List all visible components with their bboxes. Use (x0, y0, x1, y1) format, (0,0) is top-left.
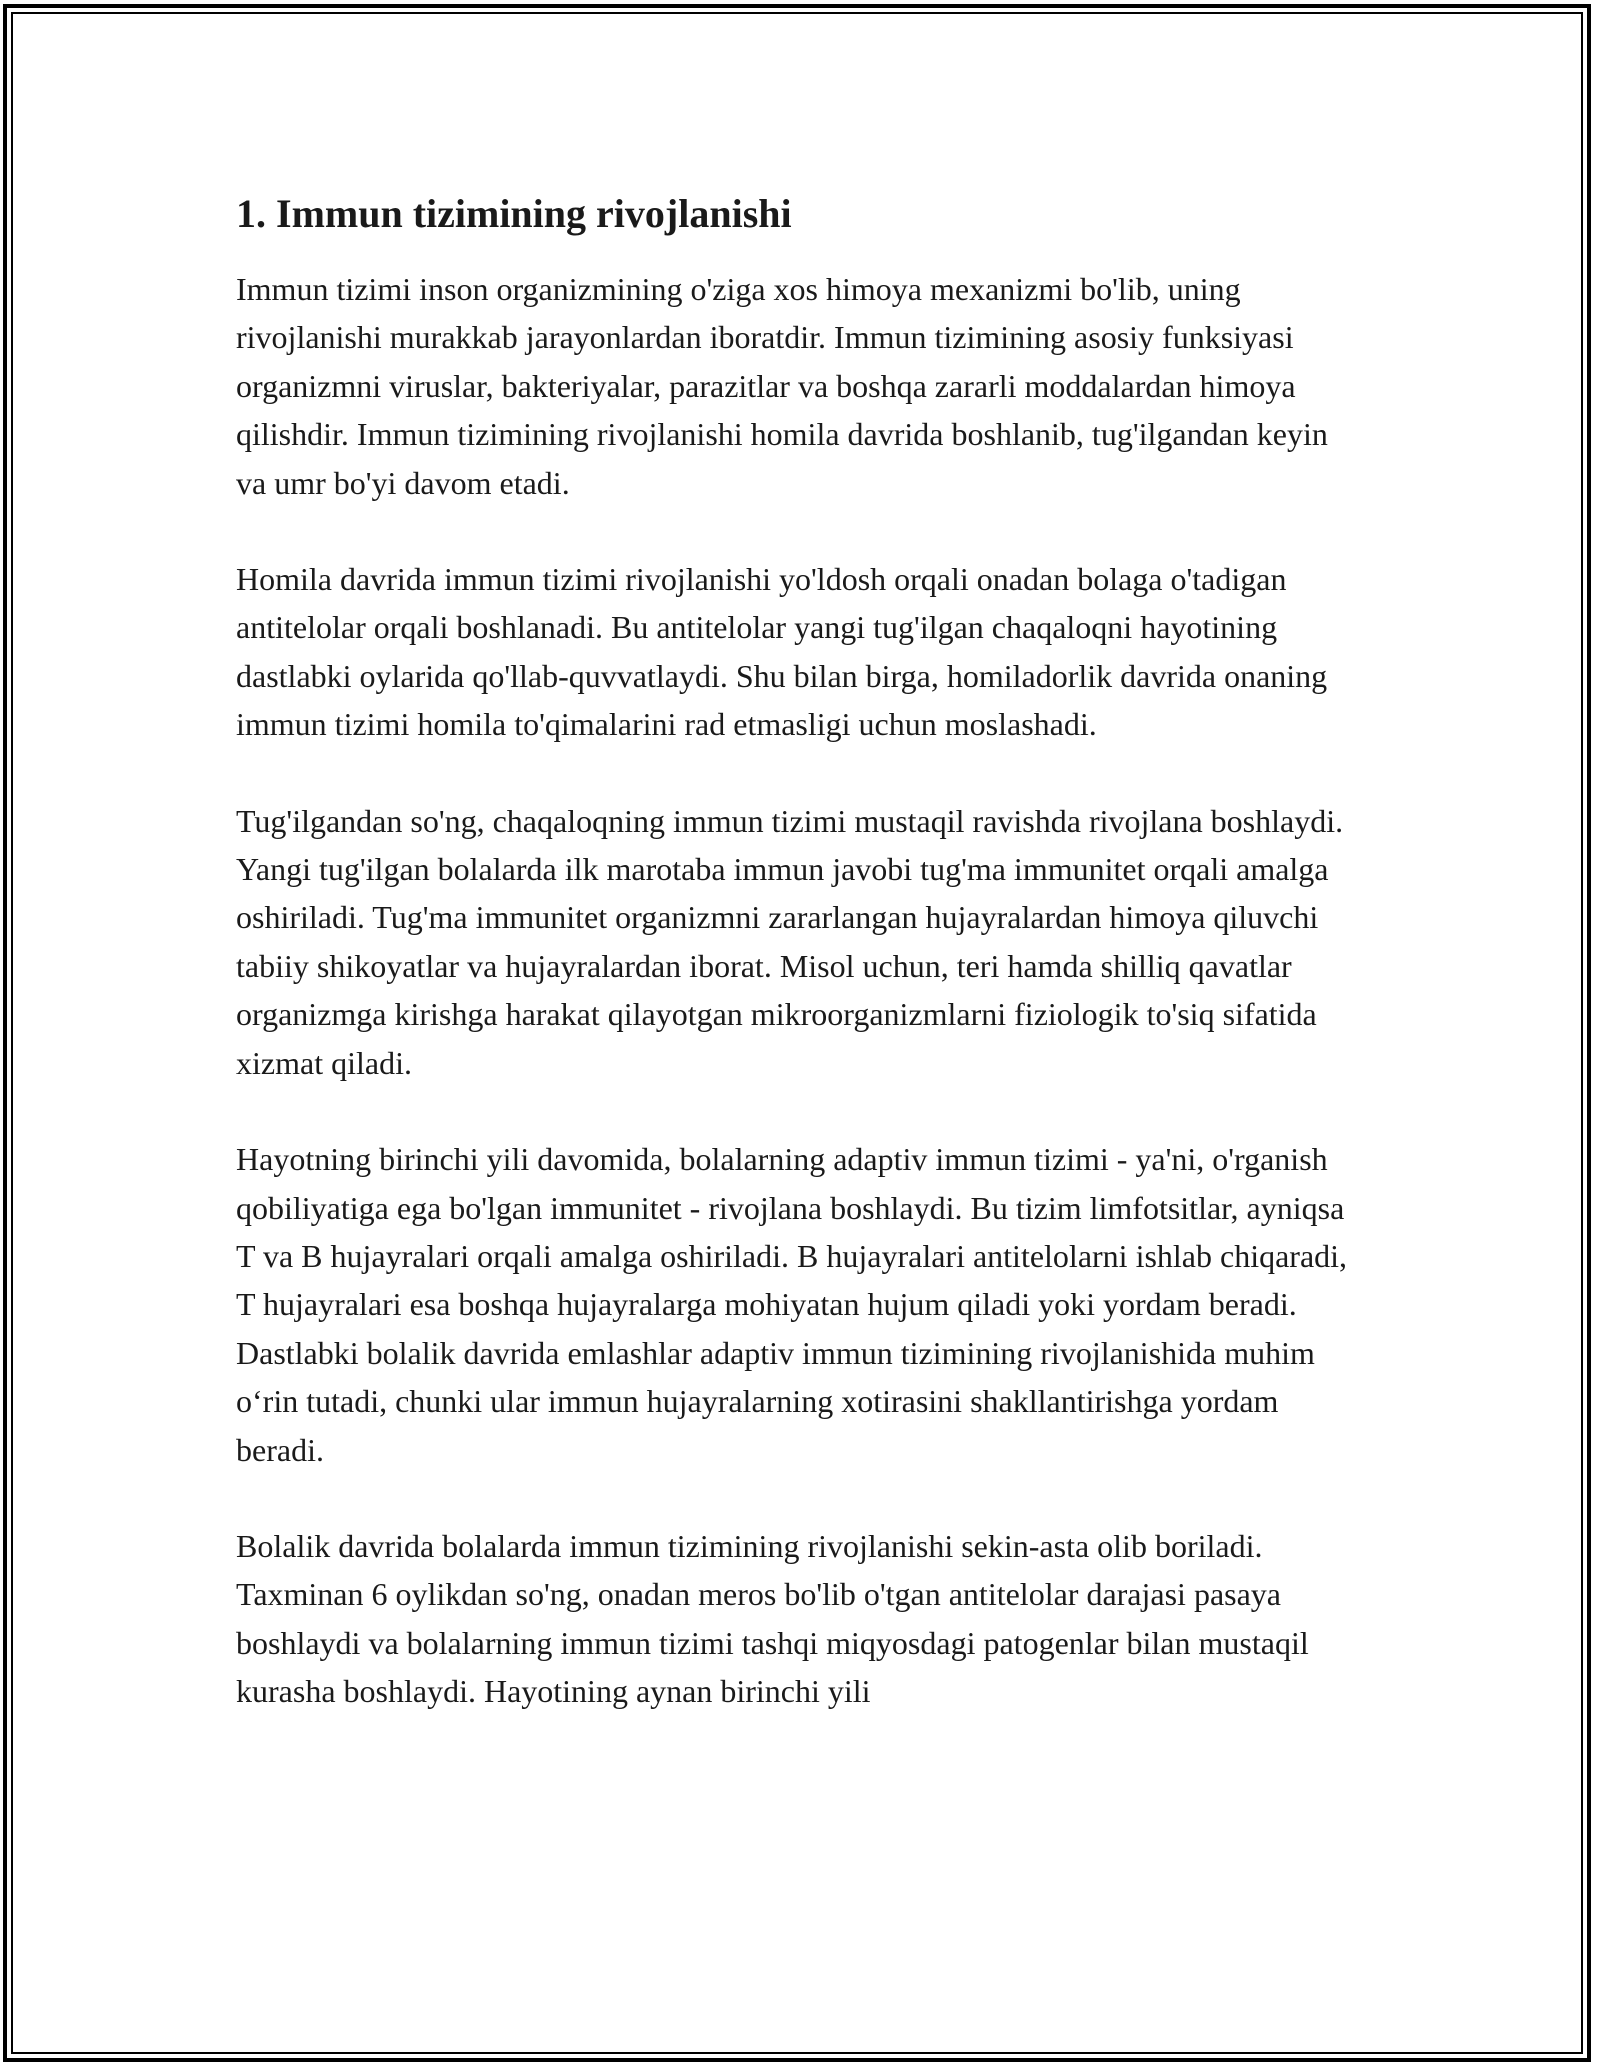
paragraph-4: Hayotning birinchi yili davomida, bolalarning adaptiv immun tizimi - ya'ni, o'rganish qobiliyatiga ega bo'lgan immunitet - rivojlana boshlaydi. Bu tizim limfotsitlar, ayniqsa T va B hujayralari orqali amalga oshiriladi. B hujayralari antitelolarni ishlab chiqaradi, T hujayralari esa boshqa hujayralarga mohiyatan hujum qiladi yoki yordam beradi. Dastlabki bolalik davrida emlashlar adaptiv immun tizimining rivojlanishida muhim o‘rin tutadi, chunki ular immun hujayralarning xotirasini shakllantirishga yordam beradi. (236, 1141, 1348, 1468)
paragraph-2: Homila davrida immun tizimi rivojlanishi yo'ldosh orqali onadan bolaga o'tadigan antitelolar orqali boshlanadi. Bu antitelolar yangi tug'ilgan chaqaloqni hayotining dastlabki oylarida qo'llab-quvvatlaydi. Shu bilan birga, homiladorlik davrida onaning immun tizimi homila to'qimalarini rad etmasligi uchun moslashadi. (236, 561, 1328, 743)
document-body (236, 183, 1366, 1764)
paragraph-5: Bolalik davrida bolalarda immun tizimining rivojlanishi sekin-asta olib boriladi. Taxminan 6 oylikdan so'ng, onadan meros bo'lib o'tgan antitelolar darajasi pasaya boshlaydi va bolalarning immun tizimi tashqi miqyosdagi patogenlar bilan mustaqil kurasha boshlaydi. Hayotining aynan birinchi yili (236, 1527, 1309, 1710)
paragraph-1: Immun tizimi inson organizmining o'ziga xos himoya mexanizmi bo'lib, uning rivojlanishi murakkab jarayonlardan iboratdir. Immun tizimining asosiy funksiyasi organizmni viruslar, bakteriyalar, parazitlar va boshqa zararli moddalardan himoya qilishdir. Immun tizimining rivojlanishi homila davrida boshlanib, tug'ilgandan keyin va umr bo'yi davom etadi. (236, 271, 1328, 501)
section-heading: 1. Immun tizimining rivojlanishi (236, 191, 792, 236)
paragraph-3: Tug'ilgandan so'ng, chaqaloqning immun tizimi mustaqil ravishda rivojlana boshlaydi. Yangi tug'ilgan bolalarda ilk marotaba immun javobi tug'ma immunitet orqali amalga oshiriladi. Tug'ma immunitet organizmni zararlangan hujayralardan himoya qiluvchi tabiiy shikoyatlar va hujayralardan iborat. Misol uchun, teri hamda shilliq qavatlar organizmga kirishga harakat qilayotgan mikroorganizmlarni fiziologik to'siq sifatida xizmat qiladi. (236, 802, 1344, 1081)
